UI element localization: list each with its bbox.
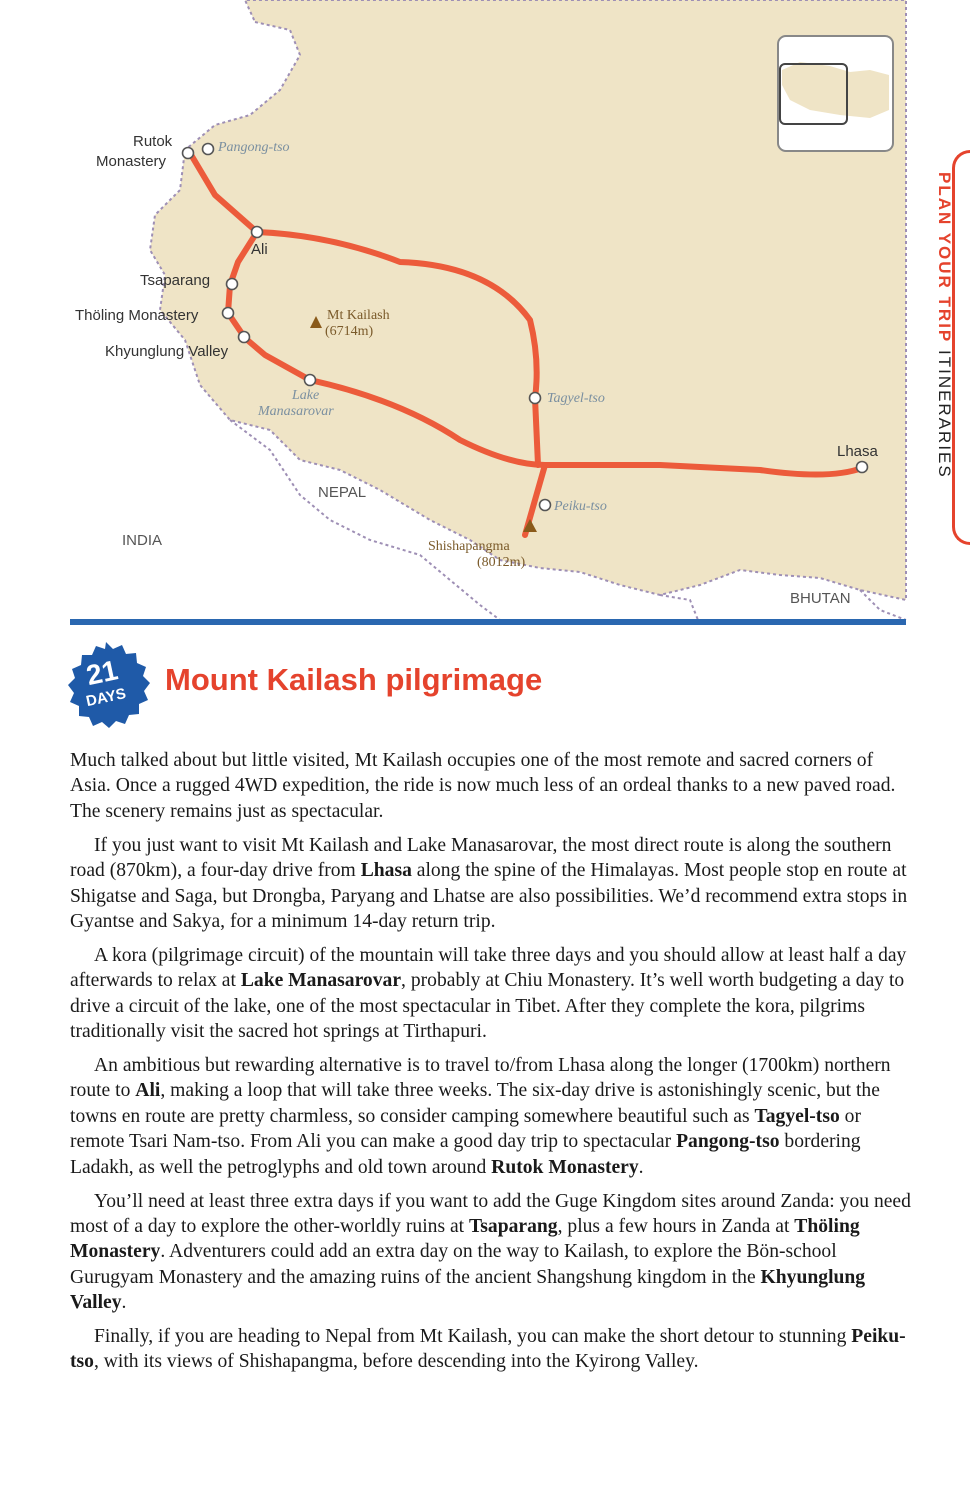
text-run: Finally, if you are heading to Nepal from Mt Kailash, you can make the short detour to stunning — [94, 1326, 852, 1348]
khyunglung-marker — [239, 332, 250, 343]
section-side-label — [924, 172, 954, 512]
side-tab-marker — [952, 150, 970, 545]
paragraph — [70, 833, 915, 935]
label-tagyel: Tagyel-tso — [547, 391, 605, 406]
place-name: Khyunglung Valley — [70, 1266, 866, 1314]
text-run: along the spine of the Himalayas. Most people stop en route at Shigatse and Saga, but Drongba, Paryang and Lhatse are also possibilities. We’d recommend extra stops in Gyantse and Sakya, for a minimum 14-day return trip. — [70, 860, 908, 932]
ali-marker — [252, 227, 263, 238]
text-run: You’ll need at least three extra days if you want to add the Guge Kingdom sites around Zanda: you need most of a day to explore the other-worldly ruins at — [70, 1190, 911, 1237]
side-label-bold: PLAN YOUR TRIP — [935, 172, 954, 344]
paragraph — [70, 1053, 915, 1180]
tholing-marker — [223, 308, 234, 319]
label-shishapangma-elev: (8012m) — [477, 555, 526, 570]
days-badge — [60, 640, 152, 732]
label-kailash: Mt Kailash — [327, 308, 390, 323]
peiku-marker — [540, 500, 551, 511]
paragraph — [70, 943, 915, 1045]
paragraph — [70, 748, 915, 824]
text-run: . — [638, 1156, 644, 1178]
text-run: Much talked about but little visited, Mt Kailash occupies one of the most remote and sacred corners of Asia. Once a rugged 4WD expedition, the ride is now much less of an ordeal thanks to a new paved road. The scenery remains just as spectacular. — [70, 750, 896, 822]
badge-unit: DAYS — [84, 685, 128, 711]
manasarovar-marker — [305, 375, 316, 386]
place-name: Tsaparang — [469, 1215, 558, 1237]
route-map — [0, 0, 970, 630]
page-title: Mount Kailash pilgrimage — [165, 662, 543, 697]
label-lhasa: Lhasa — [837, 443, 878, 460]
text-run: , with its views of Shishapangma, before descending into the Kyirong Valley. — [93, 1351, 699, 1373]
text-run: If you just want to visit Mt Kailash and Lake Manasarovar, the most direct route is along the southern road (870km), a four-day drive from — [70, 834, 892, 882]
label-ali: Ali — [251, 241, 268, 258]
text-run: , plus a few hours in Zanda at — [557, 1215, 795, 1237]
place-name: Peiku-tso — [70, 1326, 906, 1373]
badge-number: 21 — [83, 654, 121, 692]
pangong-marker — [203, 144, 214, 155]
label-shishapangma: Shishapangma — [428, 539, 510, 554]
label-rutok-2: Monastery — [96, 153, 167, 170]
paragraph — [70, 1189, 915, 1316]
place-name: Lake Manasarovar — [240, 970, 402, 992]
tagyel-marker — [530, 393, 541, 404]
label-manasarovar-1: Lake — [292, 388, 320, 403]
rutok-marker — [183, 148, 194, 159]
label-rutok: Rutok — [133, 133, 173, 150]
label-peiku: Peiku-tso — [554, 499, 607, 514]
tsaparang-marker — [227, 279, 238, 290]
side-label-rest: ITINERARIES — [935, 343, 954, 479]
place-name: Thöling Monastery — [70, 1215, 860, 1263]
text-run: , probably at Chiu Monastery. It’s well worth budgeting a day to drive a circuit of the lake, one of the most spectacular in Tibet. After they complete the kora, pilgrims traditionally visit the sacred hot springs at Tirthapuri. — [70, 970, 905, 1043]
text-run: . Adventurers could add an extra day on the way to Kailash, to explore the Bön-school Gurugyam Monastery and the amazing ruins of the ancient Shangshung kingdom in the — [70, 1241, 837, 1288]
place-name: Ali — [135, 1080, 161, 1102]
text-run: . — [121, 1292, 127, 1314]
text-run: An ambitious but rewarding alternative is to travel to/from Lhasa along the longer (1700km) northern route to — [70, 1054, 891, 1102]
place-name: Tagyel-tso — [754, 1105, 840, 1127]
label-khyunglung: Khyunglung Valley — [105, 343, 229, 360]
label-india: INDIA — [122, 532, 163, 549]
place-name: Lhasa — [360, 860, 412, 882]
text-run: A kora (pilgrimage circuit) of the mountain will take three days and you should allow at least half a day afterwards to relax at — [70, 944, 907, 992]
label-tsaparang: Tsaparang — [140, 272, 211, 289]
lhasa-marker — [857, 462, 868, 473]
text-run: bordering Ladakh, as well the petroglyphs and old town around — [70, 1131, 861, 1178]
place-name: Rutok Monastery — [491, 1156, 639, 1178]
label-bhutan: BHUTAN — [790, 590, 851, 607]
inset-locator-map — [778, 36, 893, 151]
label-tholing: Thöling Monastery — [75, 307, 199, 324]
text-run: , making a loop that will take three weeks. The six-day drive is astonishingly scenic, but the towns en route are pretty charmless, so consider camping somewhere beautiful such as — [70, 1080, 880, 1127]
place-name: Pangong-tso — [676, 1131, 780, 1153]
label-kailash-elev: (6714m) — [325, 324, 374, 339]
map-bottom-rule — [70, 619, 906, 625]
label-nepal: NEPAL — [318, 484, 367, 501]
article-body — [70, 748, 915, 1383]
label-manasarovar-2: Manasarovar — [258, 404, 334, 419]
label-pangong: Pangong-tso — [218, 140, 290, 155]
text-run: or remote Tsari Nam-tso. From Ali you can make a good day trip to spectacular — [70, 1105, 861, 1153]
paragraph — [70, 1324, 915, 1375]
